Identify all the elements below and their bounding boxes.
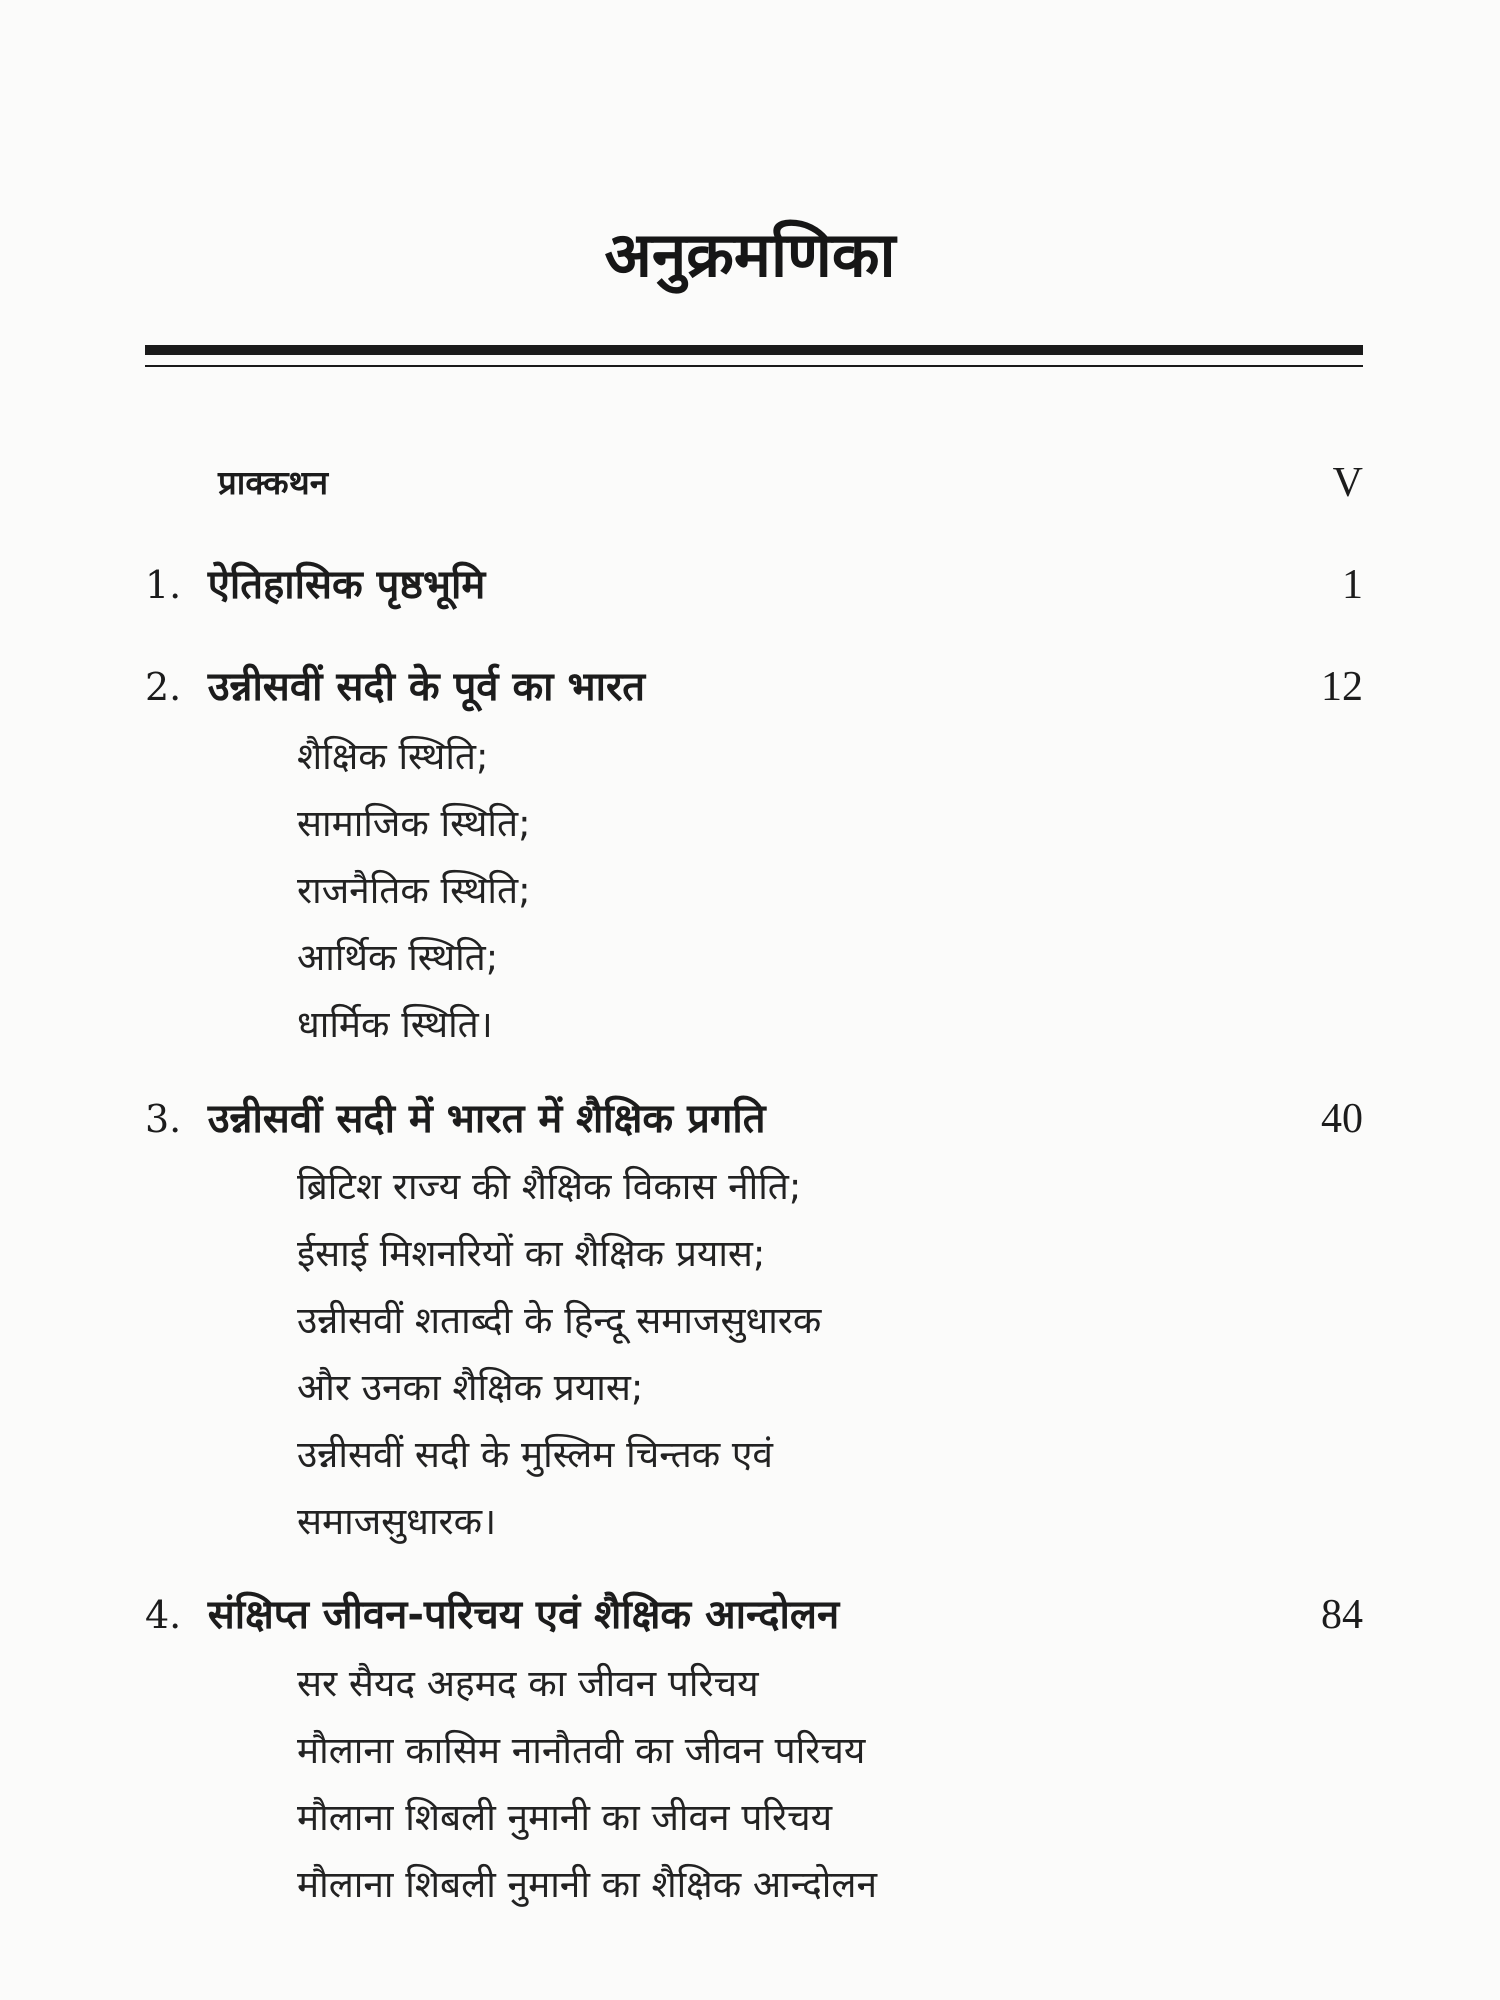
chapter-number: 2.: [145, 665, 182, 709]
subtopic-item: मौलाना शिबली नुमानी का जीवन परिचय: [297, 1796, 833, 1839]
chapter-number: 1.: [145, 563, 182, 607]
subtopic-item: ब्रिटिश राज्य की शैक्षिक विकास नीति;: [297, 1165, 802, 1208]
subtopic-item: मौलाना शिबली नुमानी का शैक्षिक आन्दोलन: [297, 1863, 877, 1906]
subtopic-item: मौलाना कासिम नानौतवी का जीवन परिचय: [297, 1729, 866, 1772]
subtopic-item: शैक्षिक स्थिति;: [297, 735, 489, 778]
subtopic-item: सामाजिक स्थिति;: [297, 802, 531, 845]
subtopic-item: धार्मिक स्थिति।: [297, 1003, 493, 1046]
chapter-4-heading: [145, 1590, 839, 1640]
subtopic-item: राजनैतिक स्थिति;: [297, 869, 531, 912]
chapter-title: उन्नीसवीं सदी के पूर्व का भारत: [207, 664, 646, 710]
chapter-title: उन्नीसवीं सदी में भारत में शैक्षिक प्रगति: [207, 1096, 766, 1142]
chapter-title: संक्षिप्त जीवन-परिचय एवं शैक्षिक आन्दोलन: [207, 1592, 840, 1638]
chapter-3-heading: [145, 1094, 766, 1144]
preface-page-number: V: [1332, 460, 1363, 506]
subtopic-item: और उनका शैक्षिक प्रयास;: [297, 1366, 644, 1409]
chapter-2-page-number: 12: [1321, 664, 1363, 710]
chapter-number: 3.: [145, 1097, 182, 1141]
preface-title: प्राक्कथन: [218, 463, 329, 502]
chapter-3-page-number: 40: [1321, 1096, 1363, 1142]
chapter-4-page-number: 84: [1321, 1592, 1363, 1638]
subtopic-item: सर सैयद अहमद का जीवन परिचय: [297, 1662, 759, 1705]
chapter-1-heading: [145, 560, 485, 610]
chapter-2-subtopics: [297, 723, 531, 1058]
chapter-number: 4.: [145, 1593, 182, 1637]
subtopic-item: आर्थिक स्थिति;: [297, 936, 499, 979]
chapter-4-subtopics: [297, 1650, 877, 1918]
chapter-1-page-number: 1: [1342, 562, 1363, 608]
subtopic-item: ईसाई मिशनरियों का शैक्षिक प्रयास;: [297, 1232, 766, 1275]
chapter-3-subtopics: [297, 1153, 821, 1555]
title-rule-thick: [145, 345, 1363, 355]
chapter-title: ऐतिहासिक पृष्ठभूमि: [207, 562, 486, 608]
subtopic-item: उन्नीसवीं सदी के मुस्लिम चिन्तक एवं: [297, 1433, 773, 1476]
subtopic-item: उन्नीसवीं शताब्दी के हिन्दू समाजसुधारक: [297, 1299, 822, 1342]
subtopic-item: समाजसुधारक।: [297, 1500, 497, 1543]
title-rule-thin: [145, 365, 1363, 367]
chapter-2-heading: [145, 662, 645, 712]
page-title: अनुक्रमणिका: [604, 218, 896, 291]
